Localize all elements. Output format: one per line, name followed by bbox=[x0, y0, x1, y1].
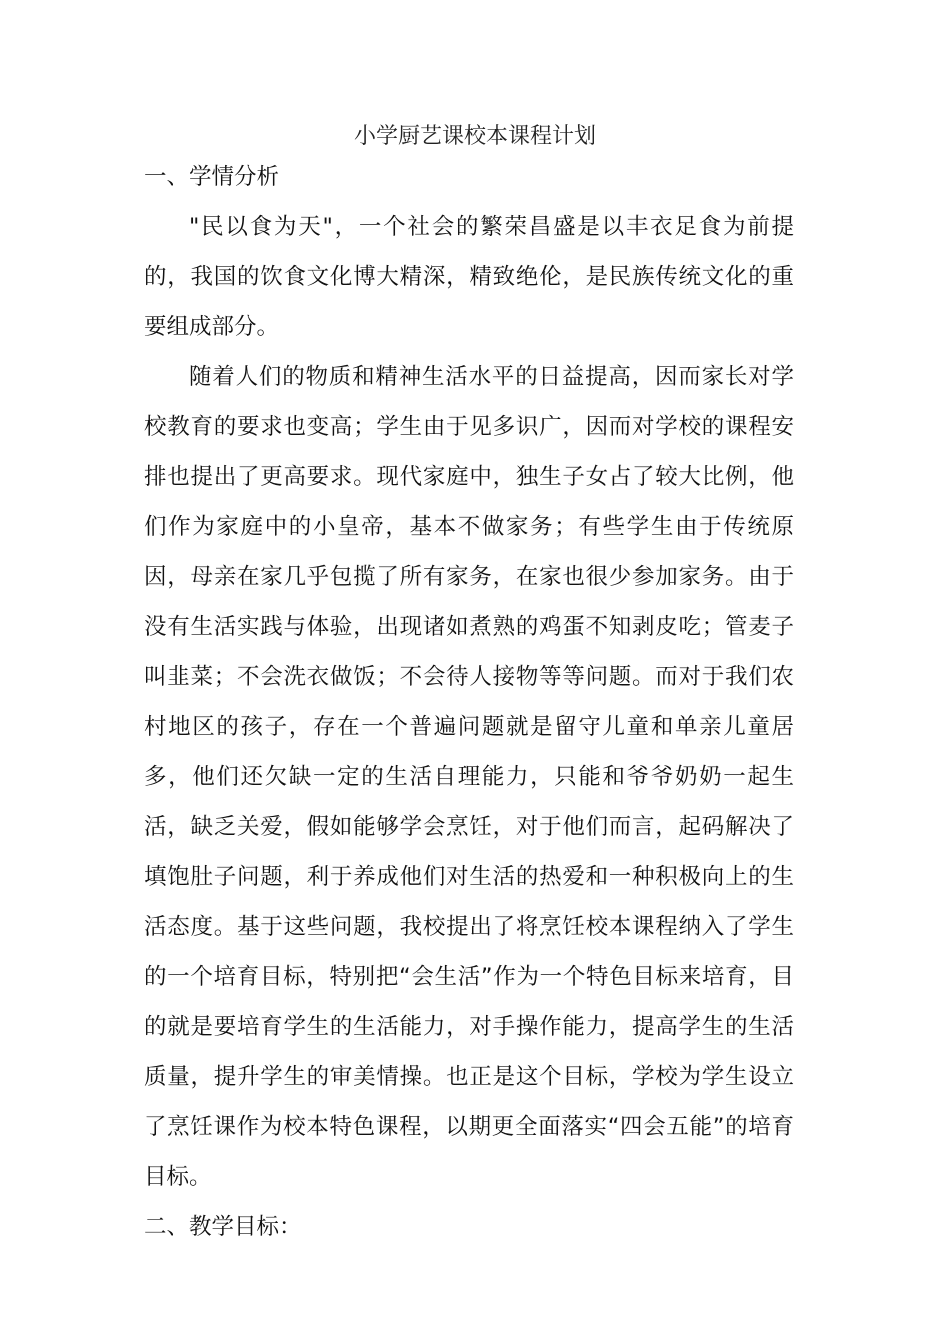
document-body bbox=[144, 152, 794, 1252]
paragraph-analysis: 随着人们的物质和精神生活水平的日益提高，因而家长对学校教育的要求也变高；学生由于见多识广，因而对学校的课程安排也提出了更高要求。现代家庭中，独生子女占了较大比例，他们作为家庭中的小皇帝，基本不做家务；有些学生由于传统原因，母亲在家几乎包揽了所有家务，在家也很少参加家务。由于没有生活实践与体验，出现诸如煮熟的鸡蛋不知剥皮吃；管麦子叫韭菜；不会洗衣做饭；不会待人接物等等问题。而对于我们农村地区的孩子，存在一个普遍问题就是留守儿童和单亲儿童居多，他们还欠缺一定的生活自理能力，只能和爷爷奶奶一起生活，缺乏关爱，假如能够学会烹饪，对于他们而言，起码解决了填饱肚子问题，利于养成他们对生活的热爱和一种积极向上的生活态度。基于这些问题，我校提出了将烹饪校本课程纳入了学生的一个培育目标，特别把“会生活”作为一个特色目标来培育，目的就是要培育学生的生活能力，对手操作能力，提高学生的生活质量，提升学生的审美情操。也正是这个目标，学校为学生设立了烹饪课作为校本特色课程，以期更全面落实“四会五能”的培育目标。 bbox=[144, 364, 794, 1190]
section-heading-analysis: 一、学情分析 bbox=[144, 164, 280, 190]
paragraph-intro: "民以食为天"，一个社会的繁荣昌盛是以丰衣足食为前提的，我国的饮食文化博大精深，精致绝伦，是民族传统文化的重要组成部分。 bbox=[144, 214, 794, 340]
document-title: 小学厨艺课校本课程计划 bbox=[353, 124, 596, 149]
section-heading-goals: 二、教学目标： bbox=[144, 1214, 302, 1240]
